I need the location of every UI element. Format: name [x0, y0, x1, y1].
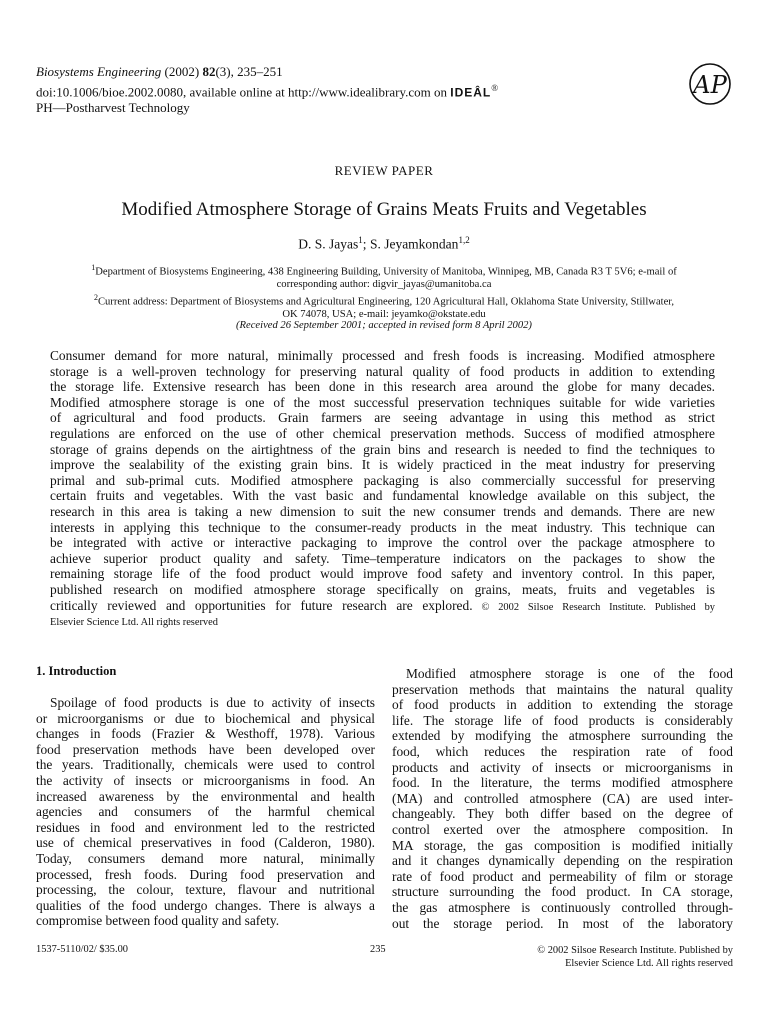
- abstract-line: of agricultural and food products. Grain farmers are seeing advantage in using this method as strict: [50, 410, 715, 426]
- abstract-line: be integrated with active or interactive packaging to improve the control over the package atmosphere to: [50, 535, 715, 551]
- body-line: (MA) and controlled atmosphere (CA) are used inter-: [392, 790, 733, 806]
- journal-year: (2002): [161, 64, 203, 79]
- footer-price: 1537-5110/02/ $35.00: [36, 944, 128, 955]
- abstract-line: regulations are enforced on the use of other chemical preservation methods. Success of modified atmosphere: [50, 425, 715, 441]
- right-column: [392, 666, 733, 931]
- body-line: of food products in addition to extending the storage: [392, 697, 733, 713]
- journal-issue-pages: (3), 235–251: [215, 64, 283, 79]
- body-line: the activity of insects or microorganisms in food. An: [36, 772, 375, 788]
- abstract-line: research in this area is taking a new dimension to suit the new consumer trends and demands. There are new: [50, 503, 715, 519]
- body-line: the gas atmosphere is continuously controlled through-: [392, 899, 733, 915]
- page-number: 235: [370, 944, 386, 955]
- section-label: PH—Postharvest Technology: [36, 100, 190, 116]
- abstract-line: Consumer demand for more natural, minimally processed and fresh foods is increasing. Modified atmosphere: [50, 348, 715, 363]
- abstract-copyright: © 2002 Silsoe Research Institute. Published by: [472, 601, 715, 613]
- academic-press-logo: [688, 62, 732, 106]
- body-line: agencies and consumers of the harmful chemical: [36, 804, 375, 820]
- footer-copyright-line-1: © 2002 Silsoe Research Institute. Published by: [537, 945, 733, 956]
- body-line: or microorganisms or due to biochemical and physical: [36, 710, 375, 726]
- body-line: extended by modifying the atmosphere surrounding the: [392, 728, 733, 744]
- affiliation-2-line-1: $^2$Current address: Department of Biosystems and Agricultural Engineering, 120 Agricultural Hall, Oklahoma State University, Stillwater,: [93, 292, 675, 308]
- body-line: use of chemical preservatives in food (Calderon, 1980).: [36, 835, 375, 851]
- journal-name: Biosystems Engineering: [36, 64, 162, 79]
- ideal-logo: IDEÂL: [450, 85, 492, 100]
- paper-title: Modified Atmosphere Storage of Grains Meats Fruits and Vegetables: [121, 199, 647, 220]
- abstract-line: achieve superior product quality and safety. Time–temperature indicators on the packages to show the: [50, 550, 715, 566]
- author-2: S. Jeyamkondan: [369, 236, 459, 252]
- abstract-line-tail: critically reviewed and opportunities for future research are explored. © 2002 Silsoe Research Institute. Published by: [50, 597, 715, 613]
- body-line: the years. Traditionally, chemicals were used to control: [36, 757, 375, 773]
- abstract-line: storage is a well-proven technology for preserving natural quality of food products in addition to extending: [50, 363, 715, 379]
- body-line: Spoilage of food products is due to activity of insects: [50, 695, 375, 710]
- body-line: residues in food and environment led to the restricted: [36, 819, 375, 835]
- body-line: processing, the colour, texture, flavour and nutritional: [36, 882, 375, 898]
- affiliation-2-line-2: OK 74078, USA; e-mail: jeyamko@okstate.edu: [282, 308, 486, 320]
- registered-mark: ®: [491, 83, 499, 93]
- body-line: control exerted over the atmosphere composition. In: [392, 821, 733, 837]
- author-1-affil: 1: [358, 235, 363, 245]
- left-column: [36, 695, 375, 929]
- author-2-affil: 1,2: [458, 235, 470, 245]
- logo-text: AP: [693, 71, 727, 99]
- affiliations: [36, 262, 732, 321]
- review-label: REVIEW PAPER: [334, 163, 434, 178]
- author-1: D. S. Jayas: [298, 236, 359, 252]
- affiliation-1-line-1: $^1$Department of Biosystems Engineering, 438 Engineering Building, University of Manitoba, Winnipeg, MB, Canada R3 T 5V6; e-mail of: [91, 263, 677, 278]
- abstract-line: the storage life. Extensive research has been done in this research area around the globe for many decades.: [50, 379, 715, 395]
- abstract-line: published research on modified atmosphere storage specifically on grains, meats, fruits and vegetables is: [50, 581, 715, 597]
- body-line: out the storage period. In most of the laboratory: [392, 915, 733, 931]
- body-line: changes in foods (Frazier & Westhoff, 1978). Various: [36, 726, 375, 742]
- abstract: [50, 348, 715, 631]
- body-line: compromise between food quality and safety.: [36, 913, 280, 929]
- journal-volume: 82: [202, 64, 216, 79]
- received-dates: (Received 26 September 2001; accepted in revised form 8 April 2002): [236, 320, 532, 331]
- footer-copyright: [480, 944, 733, 970]
- abstract-line: remaining storage life of the food product would improve food safety and inventory control. In this paper,: [50, 566, 715, 582]
- footer-copyright-line-2: Elsevier Science Ltd. All rights reserved: [565, 958, 733, 969]
- author-list: [0, 235, 768, 253]
- doi-text[interactable]: doi:10.1006/bioe.2002.0080, available online at http://www.idealibrary.com on: [36, 84, 451, 100]
- body-line: and it changes dynamically depending on the respiration: [392, 853, 733, 869]
- body-line: Modified atmosphere storage is one of the food: [406, 666, 733, 681]
- body-line: qualities of the food undergo changes. There is always a: [36, 897, 375, 913]
- abstract-line: primal and sub-primal cuts. Modified atmosphere packaging is also commercially successful for preserving: [50, 472, 715, 488]
- body-line: food, which reduces the respiration rate of food: [392, 743, 733, 759]
- body-line: preservation methods that maintains the natural quality: [392, 681, 733, 697]
- author-separator: ;: [362, 236, 370, 252]
- affiliation-1-line-2: corresponding author: digvir_jayas@umanitoba.ca: [276, 279, 492, 291]
- body-line: structure surrounding the food product. In CA storage,: [392, 884, 733, 900]
- body-line: rate of food product and permeability of film or storage: [392, 868, 733, 884]
- abstract-copyright-line-2: Elsevier Science Ltd. All rights reserved: [50, 617, 218, 629]
- abstract-line: Modified atmosphere storage is one of the most successful preservation techniques suitable for wide varieties: [50, 394, 715, 410]
- doi-line: [36, 80, 636, 100]
- body-line: food. In the literature, the terms modified atmosphere: [392, 775, 733, 791]
- body-line: changeably. They both differ based on the degree of: [392, 806, 733, 822]
- body-line: increased awareness by the environmental and health: [36, 788, 375, 804]
- body-line: processed, fresh foods. During food preservation and: [36, 866, 375, 882]
- body-line: life. The storage life of food products is considerably: [392, 712, 733, 728]
- body-line: MA storage, the gas composition is modified initially: [392, 837, 733, 853]
- abstract-line: interests in applying this technique to the consumer-ready products in the meat industry. This technique can: [50, 519, 715, 535]
- abstract-line: certain fruits and vegetables. With the vast basic and fundamental knowledge available on this subject, the: [50, 488, 715, 504]
- body-line: products and activity of insects or microorganisms in: [392, 759, 733, 775]
- body-line: Today, consumers demand more natural, minimally: [36, 850, 375, 866]
- abstract-line: storage of grains depends on the airtightness of the grain bins and research is needed to find the techniques to: [50, 441, 715, 457]
- journal-header: [36, 64, 636, 116]
- body-line: food preservation methods have been developed over: [36, 741, 375, 757]
- section-heading: 1. Introduction: [36, 664, 117, 678]
- citation-line: [36, 64, 636, 80]
- abstract-line: improve the sealability of the existing grain bins. It is widely practiced in the meat industry for preserving: [50, 457, 715, 473]
